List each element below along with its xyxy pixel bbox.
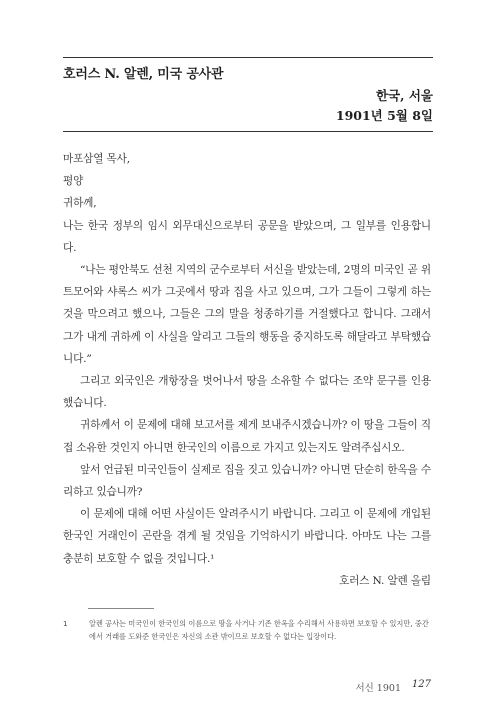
signature-line: 호러스 N. 알렌 올림 xyxy=(339,574,431,587)
recipient-line: 마포삼열 목사, xyxy=(63,153,130,165)
letter-heading-place: 한국, 서울 xyxy=(375,88,433,103)
header-top-rule xyxy=(63,57,433,58)
footnote xyxy=(63,617,433,643)
recipient-location: 평양 xyxy=(63,175,84,188)
salutation: 귀하께, xyxy=(63,197,97,210)
quoted-paragraph: “나는 평안북도 선천 지역의 군수로부터 서신을 받았는데, 2명의 미국인 곧 위트모어와 샤록스 씨가 그곳에서 땅과 집을 사고 있으며, 그가 그들이 그렇게 하는 것을 막으려고 했으나, 그들은 그의 말을 청종하기를 거절했다고 합니다. 그래서 그가 내게 귀하께 이 사실을 알리고 그들의 행동을 중지하도록 해달라고 부탁했습니다.” xyxy=(63,264,431,365)
body-paragraph: 그리고 외국인은 개항장을 벗어나서 땅을 소유할 수 없다는 조약 문구를 인용했습니다. xyxy=(63,375,431,410)
running-footer: 서신 1901 xyxy=(355,683,401,694)
header-bottom-rule xyxy=(63,131,433,132)
letter-heading-date: 1901년 5월 8일 xyxy=(335,108,433,123)
body-paragraph: 나는 한국 정부의 임시 외무대신으로부터 공문을 받았으며, 그 일부를 인용합니다. xyxy=(63,219,431,254)
footnote-number: 1 xyxy=(63,619,68,628)
body-paragraph: 앞서 언급된 미국인들이 실제로 집을 짓고 있습니까? 아니면 단순히 한옥을 수리하고 있습니까? xyxy=(63,463,431,499)
body-paragraph: 이 문제에 대해 어떤 사실이든 알려주시기 바랍니다. 그리고 이 문제에 개입된 한국인 거래인이 곤란을 겪게 될 것임을 기억하시기 바랍니다. 아마도 나는 그를 충분히 보호할 수 없을 것입니다.¹ xyxy=(63,508,431,565)
letter-heading-sender: 호러스 N. 알렌, 미국 공사관 xyxy=(63,67,224,82)
footnote-text: 알렌 공사는 미국인이 한국인의 이름으로 땅을 사거나 기존 한옥을 수리해서 사용하면 보호할 수 있지만, 중간에서 거래를 도와준 한국인은 자신의 소관 밖이므로 보호할 수 없다는 입장이다. xyxy=(89,619,429,641)
letter-body xyxy=(63,148,431,592)
body-paragraph: 귀하께서 이 문제에 대해 보고서를 제게 보내주시겠습니까? 이 땅을 그들이 직접 소유한 것인지 아니면 한국인의 이름으로 가지고 있는지도 알려주십시오. xyxy=(63,419,431,454)
footnote-rule xyxy=(88,608,154,609)
page-number: 127 xyxy=(411,679,431,690)
